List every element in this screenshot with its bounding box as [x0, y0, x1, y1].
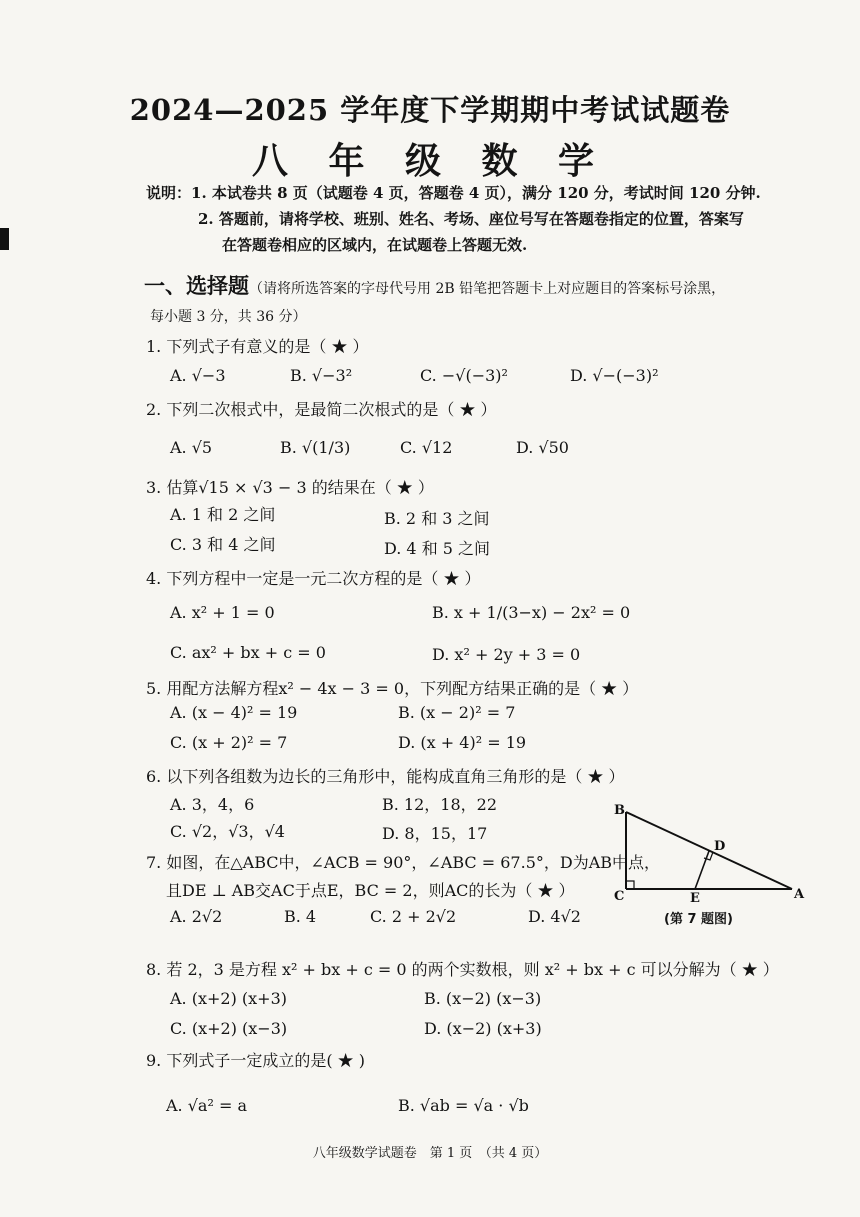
question-2-stem: 2. 下列二次根式中，是最简二次根式的是（ ★ ） — [146, 400, 497, 419]
q5-option-a: A. (x − 4)² = 19 — [170, 703, 298, 722]
instructions-label: 说明： — [146, 184, 192, 202]
q3-option-d: D. 4 和 5 之间 — [384, 539, 491, 558]
q1-option-a: A. √−3 — [170, 366, 226, 385]
q7-option-a: A. 2√2 — [170, 907, 223, 926]
question-4-stem: 4. 下列方程中一定是一元二次方程的是（ ★ ） — [146, 569, 481, 588]
instruction-2a: 2. 答题前，请将学校、班别、姓名、考场、座位号写在答题卷指定的位置，答案写 — [198, 210, 744, 228]
label-e: E — [690, 891, 700, 906]
q6-option-c: C. √2，√3，√4 — [170, 822, 285, 841]
q4-option-a: A. x² + 1 = 0 — [170, 603, 275, 622]
q6-option-b: B. 12，18，22 — [382, 795, 498, 814]
segment-de — [695, 851, 709, 889]
q6-option-a: A. 3，4，6 — [170, 795, 255, 814]
question-7-stem-1: 7. 如图，在△ABC中，∠ACB = 90°，∠ABC = 67.5°，D为AB中点， — [146, 853, 661, 872]
instruction-2b: 在答题卷相应的区域内，在试题卷上答题无效. — [222, 236, 528, 254]
q7-option-c: C. 2 + 2√2 — [370, 907, 457, 926]
question-1-stem: 1. 下列式子有意义的是（ ★ ） — [146, 337, 369, 356]
section-note-1: （请将所选答案的字母代号用 2B 铅笔把答题卡上对应题目的答案标号涂黑， — [249, 281, 726, 297]
section-note-2: 每小题 3 分，共 36 分） — [150, 309, 307, 325]
question-7-stem-2: 且DE ⊥ AB交AC于点E，BC = 2，则AC的长为（ ★ ） — [166, 881, 575, 900]
segment-ab — [626, 812, 792, 889]
q3-option-a: A. 1 和 2 之间 — [170, 505, 276, 524]
q5-option-c: C. (x + 2)² = 7 — [170, 733, 288, 752]
q2-option-c: C. √12 — [400, 438, 453, 457]
q1-option-c: C. −√(−3)² — [420, 366, 508, 385]
question-6-stem: 6. 以下列各组数为边长的三角形中，能构成直角三角形的是（ ★ ） — [146, 767, 625, 786]
q3-option-c: C. 3 和 4 之间 — [170, 535, 276, 554]
q6-option-d: D. 8，15，17 — [382, 824, 488, 843]
q7-option-d: D. 4√2 — [528, 907, 581, 926]
q7-option-b: B. 4 — [284, 907, 317, 926]
q8-option-a: A. (x+2) (x+3) — [170, 989, 287, 1008]
q5-option-d: D. (x + 4)² = 19 — [398, 733, 527, 752]
page-footer: 八年级数学试题卷 第 1 页 （共 4 页） — [312, 1146, 548, 1161]
section-title: 一、选择题 — [144, 274, 249, 298]
question-5-stem: 5. 用配方法解方程x² − 4x − 3 = 0，下列配方结果正确的是（ ★ ） — [146, 679, 639, 698]
label-c: C — [614, 889, 625, 904]
q2-option-d: D. √50 — [516, 438, 569, 457]
instruction-1: 1. 本试卷共 8 页（试题卷 4 页，答题卷 4 页），满分 120 分，考试时间 120 分钟. — [191, 184, 761, 202]
q2-option-b: B. √(1/3) — [280, 438, 351, 457]
label-d: D — [714, 839, 726, 854]
q8-option-b: B. (x−2) (x−3) — [424, 989, 542, 1008]
q1-option-d: D. √−(−3)² — [570, 366, 659, 385]
section-heading — [144, 270, 824, 326]
q4-option-c: C. ax² + bx + c = 0 — [170, 643, 326, 662]
question-8-stem: 8. 若 2，3 是方程 x² + bx + c = 0 的两个实数根，则 x² + bx + c 可以分解为（ ★ ） — [146, 960, 779, 979]
subject-title: 八 年 级 数 学 — [251, 140, 609, 182]
question-9-stem: 9. 下列式子一定成立的是( ★ ) — [146, 1051, 366, 1070]
scan-edge-mark — [0, 228, 9, 250]
q9-option-b: B. √ab = √a · √b — [398, 1096, 529, 1115]
label-b: B — [614, 803, 625, 818]
question-3-stem: 3. 估算√15 × √3 − 3 的结果在（ ★ ） — [146, 478, 434, 497]
q2-option-a: A. √5 — [170, 438, 213, 457]
instructions — [146, 180, 761, 258]
q5-option-b: B. (x − 2)² = 7 — [398, 703, 516, 722]
q1-option-b: B. √−3² — [290, 366, 353, 385]
figure-caption: (第 7 题图) — [664, 912, 733, 927]
q8-option-c: C. (x+2) (x−3) — [170, 1019, 288, 1038]
right-angle-c — [626, 881, 634, 889]
label-a: A — [794, 887, 805, 902]
q3-option-b: B. 2 和 3 之间 — [384, 509, 490, 528]
q4-option-b: B. x + 1/(3−x) − 2x² = 0 — [432, 603, 631, 622]
exam-title: 2024—2025 学年度下学期期中考试试题卷 — [129, 93, 731, 127]
q4-option-d: D. x² + 2y + 3 = 0 — [432, 645, 581, 664]
q8-option-d: D. (x−2) (x+3) — [424, 1019, 542, 1038]
q9-option-a: A. √a² = a — [166, 1096, 247, 1115]
